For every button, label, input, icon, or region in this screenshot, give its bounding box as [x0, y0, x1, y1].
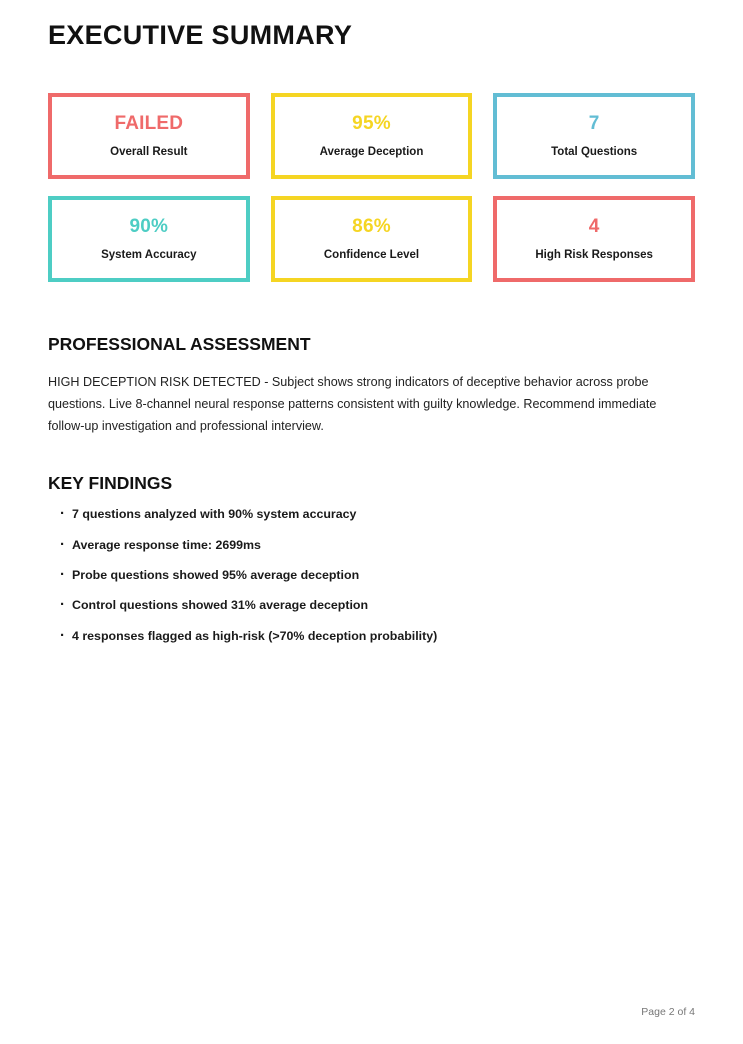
assessment-heading: PROFESSIONAL ASSESSMENT	[48, 334, 311, 354]
stat-label: System Accuracy	[101, 248, 197, 261]
list-item: · Control questions showed 31% average deception	[66, 599, 695, 611]
stat-value: 86%	[352, 215, 391, 237]
stat-card-confidence-level	[271, 196, 473, 282]
stat-value: 4	[588, 215, 600, 237]
stat-value: 90%	[129, 215, 169, 237]
list-item: · 7 questions analyzed with 90% system accuracy	[66, 508, 695, 520]
findings-list	[48, 508, 695, 642]
stat-label: Average Deception	[319, 145, 424, 158]
stat-value: 7	[588, 112, 600, 134]
summary-stats-grid	[48, 93, 695, 282]
stat-label: Confidence Level	[323, 248, 420, 261]
assessment-body: HIGH DECEPTION RISK DETECTED - Subject shows strong indicators of deceptive behavior across probe questions. Live 8-channel neural response patterns consistent with guilty knowledge. Recommend immediate follow-up investigation and professional interview.	[48, 375, 657, 434]
key-findings-section	[48, 473, 695, 642]
page-title: EXECUTIVE SUMMARY	[48, 20, 353, 50]
stat-value: 95%	[352, 112, 391, 134]
stat-card-high-risk-responses	[493, 196, 695, 282]
stat-card-system-accuracy	[48, 196, 250, 282]
findings-heading: KEY FINDINGS	[48, 473, 173, 494]
professional-assessment-section	[48, 334, 695, 437]
stat-label: Total Questions	[551, 145, 638, 158]
list-item: · Average response time: 2699ms	[66, 539, 695, 551]
list-item: · 4 responses flagged as high-risk (>70% deception probability)	[66, 630, 695, 642]
list-item: · Probe questions showed 95% average deception	[66, 569, 695, 581]
stat-card-average-deception	[271, 93, 473, 179]
stat-card-overall-result	[48, 93, 250, 179]
stat-label: High Risk Responses	[535, 248, 653, 261]
stat-value: FAILED	[114, 112, 184, 134]
stat-card-total-questions	[493, 93, 695, 179]
page-footer: Page 2 of 4	[641, 1006, 695, 1018]
stat-label: Overall Result	[110, 145, 188, 158]
